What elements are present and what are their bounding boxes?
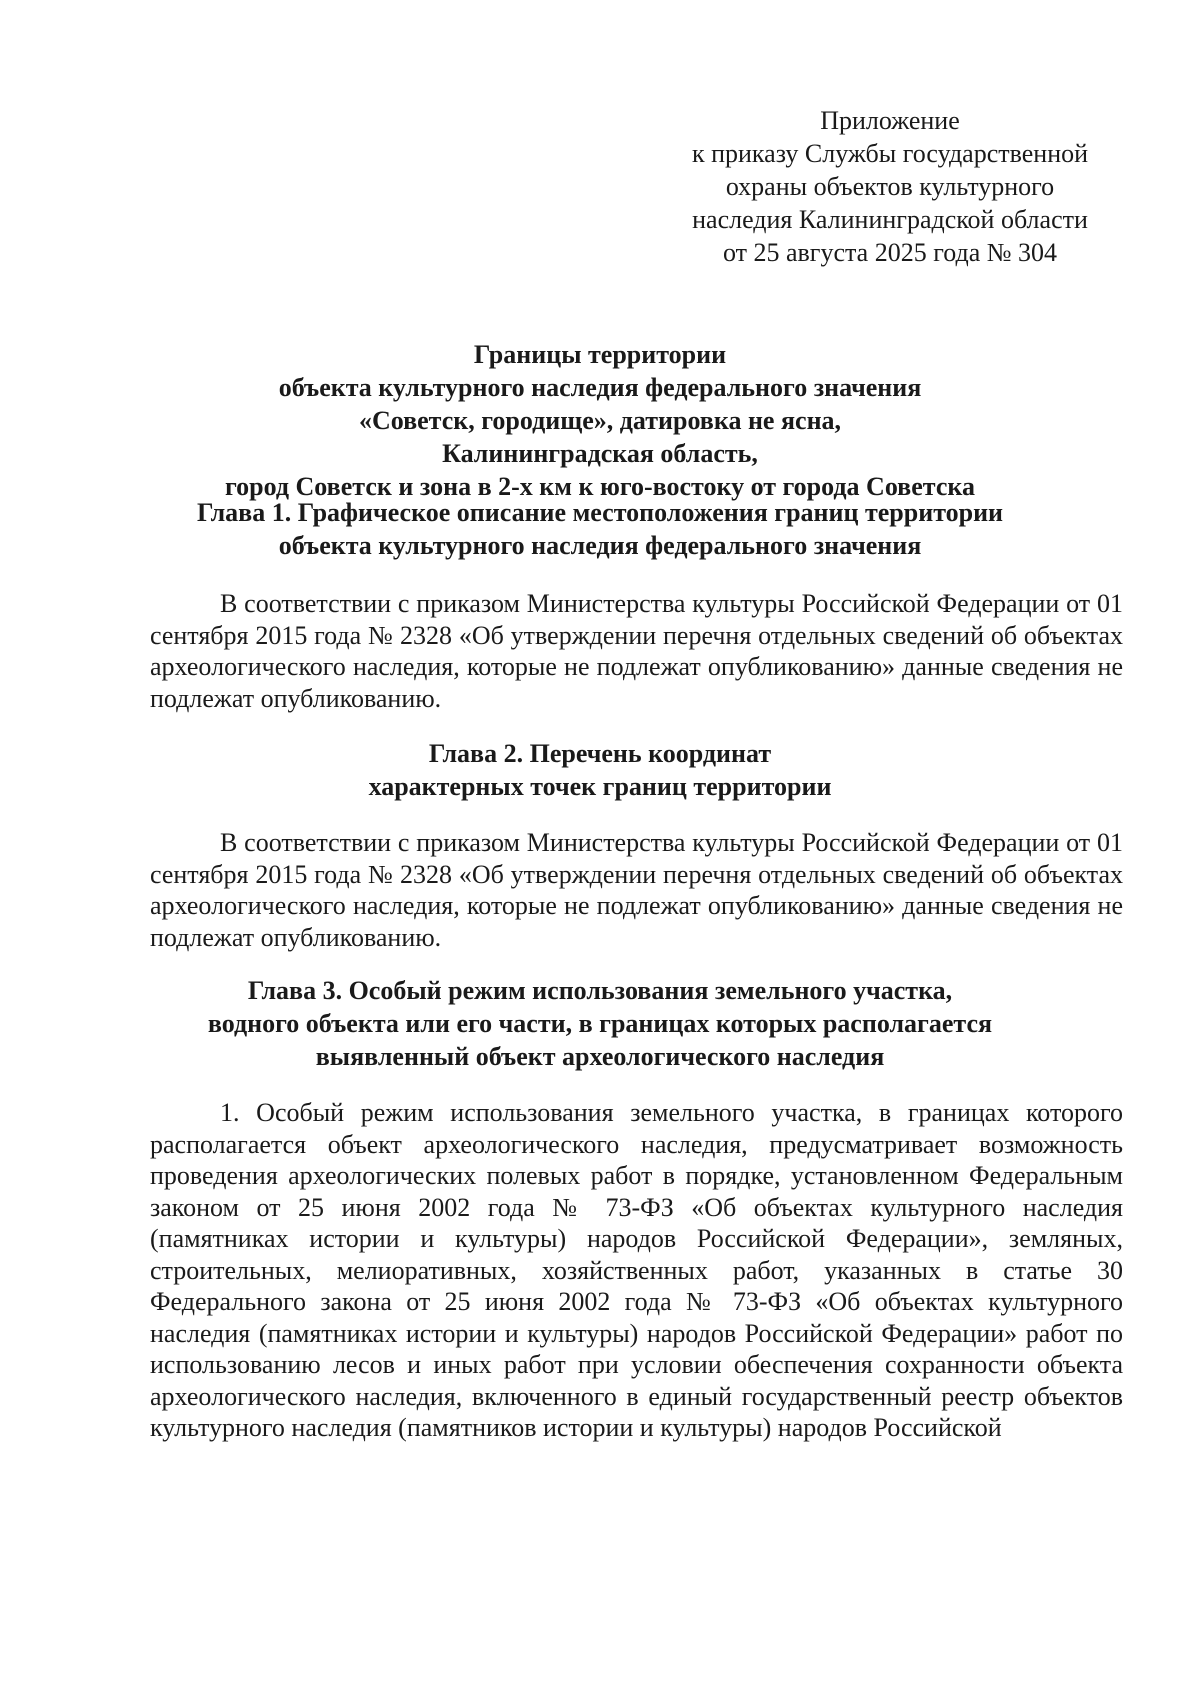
heading-line: Глава 3. Особый режим использования земельного участка,: [247, 976, 953, 1005]
chapter-3-heading: [150, 974, 1050, 1073]
heading-line: водного объекта или его части, в границах которых располагается: [207, 1009, 993, 1038]
heading-line: выявленный объект археологического наследия: [315, 1042, 885, 1071]
title-line: объекта культурного наследия федерального значения: [278, 373, 922, 402]
document-title: [150, 338, 1050, 503]
chapter-1-text: В соответствии с приказом Министерства культуры Российской Федерации от 01 сентября 2015 года № 2328 «Об утверждении перечня отдельных сведений об объектах археологического наследия, которые не подлежат опубликованию» данные сведения не подлежат опубликованию.: [150, 589, 1123, 713]
heading-line: Глава 2. Перечень координат: [428, 739, 772, 768]
heading-line: Глава 1. Графическое описание местоположения границ территории: [196, 498, 1004, 527]
heading-line: характерных точек границ территории: [368, 772, 832, 801]
appendix-line: от 25 августа 2025 года № 304: [722, 238, 1058, 267]
chapter-3-text: 1. Особый режим использования земельного участка, в границах которого располагается объект археологического наследия, предусматривает возможность проведения археологических полевых работ в порядке, установленном Федеральным законом от 25 июня 2002 года № 73-ФЗ «Об объектах культурного наследия (памятниках истории и культуры) народов Российской Федерации», земляных, строительных, мелиоративных, хозяйственных работ, указанных в статье 30 Федерального закона от 25 июня 2002 года № 73-ФЗ «Об объектах культурного наследия (памятниках истории и культуры) народов Российской Федерации» работ по использованию лесов и иных работ при условии обеспечения сохранности объекта археологического наследия, включенного в единый государственный реестр объектов культурного наследия (памятников истории и культуры) народов Российской: [150, 1098, 1123, 1442]
title-line: «Советск, городище», датировка не ясна,: [358, 406, 842, 435]
chapter-2-heading: [150, 737, 1050, 803]
title-line: Границы территории: [473, 340, 727, 369]
appendix-line: Приложение: [820, 106, 960, 135]
appendix-line: охраны объектов культурного: [725, 172, 1055, 201]
chapter-2-text: В соответствии с приказом Министерства культуры Российской Федерации от 01 сентября 2015 года № 2328 «Об утверждении перечня отдельных сведений об объектах археологического наследия, которые не подлежат опубликованию» данные сведения не подлежат опубликованию.: [150, 828, 1123, 952]
appendix-line: наследия Калининградской области: [692, 205, 1088, 234]
title-line: Калининградская область,: [442, 439, 758, 468]
appendix-line: к приказу Службы государственной: [691, 139, 1089, 168]
title-line: город Советск и зона в 2-х км к юго-востоку от города Советска: [225, 472, 975, 501]
appendix-header: [660, 104, 1120, 269]
heading-line: объекта культурного наследия федерального значения: [278, 531, 922, 560]
chapter-1-heading: [150, 496, 1050, 562]
